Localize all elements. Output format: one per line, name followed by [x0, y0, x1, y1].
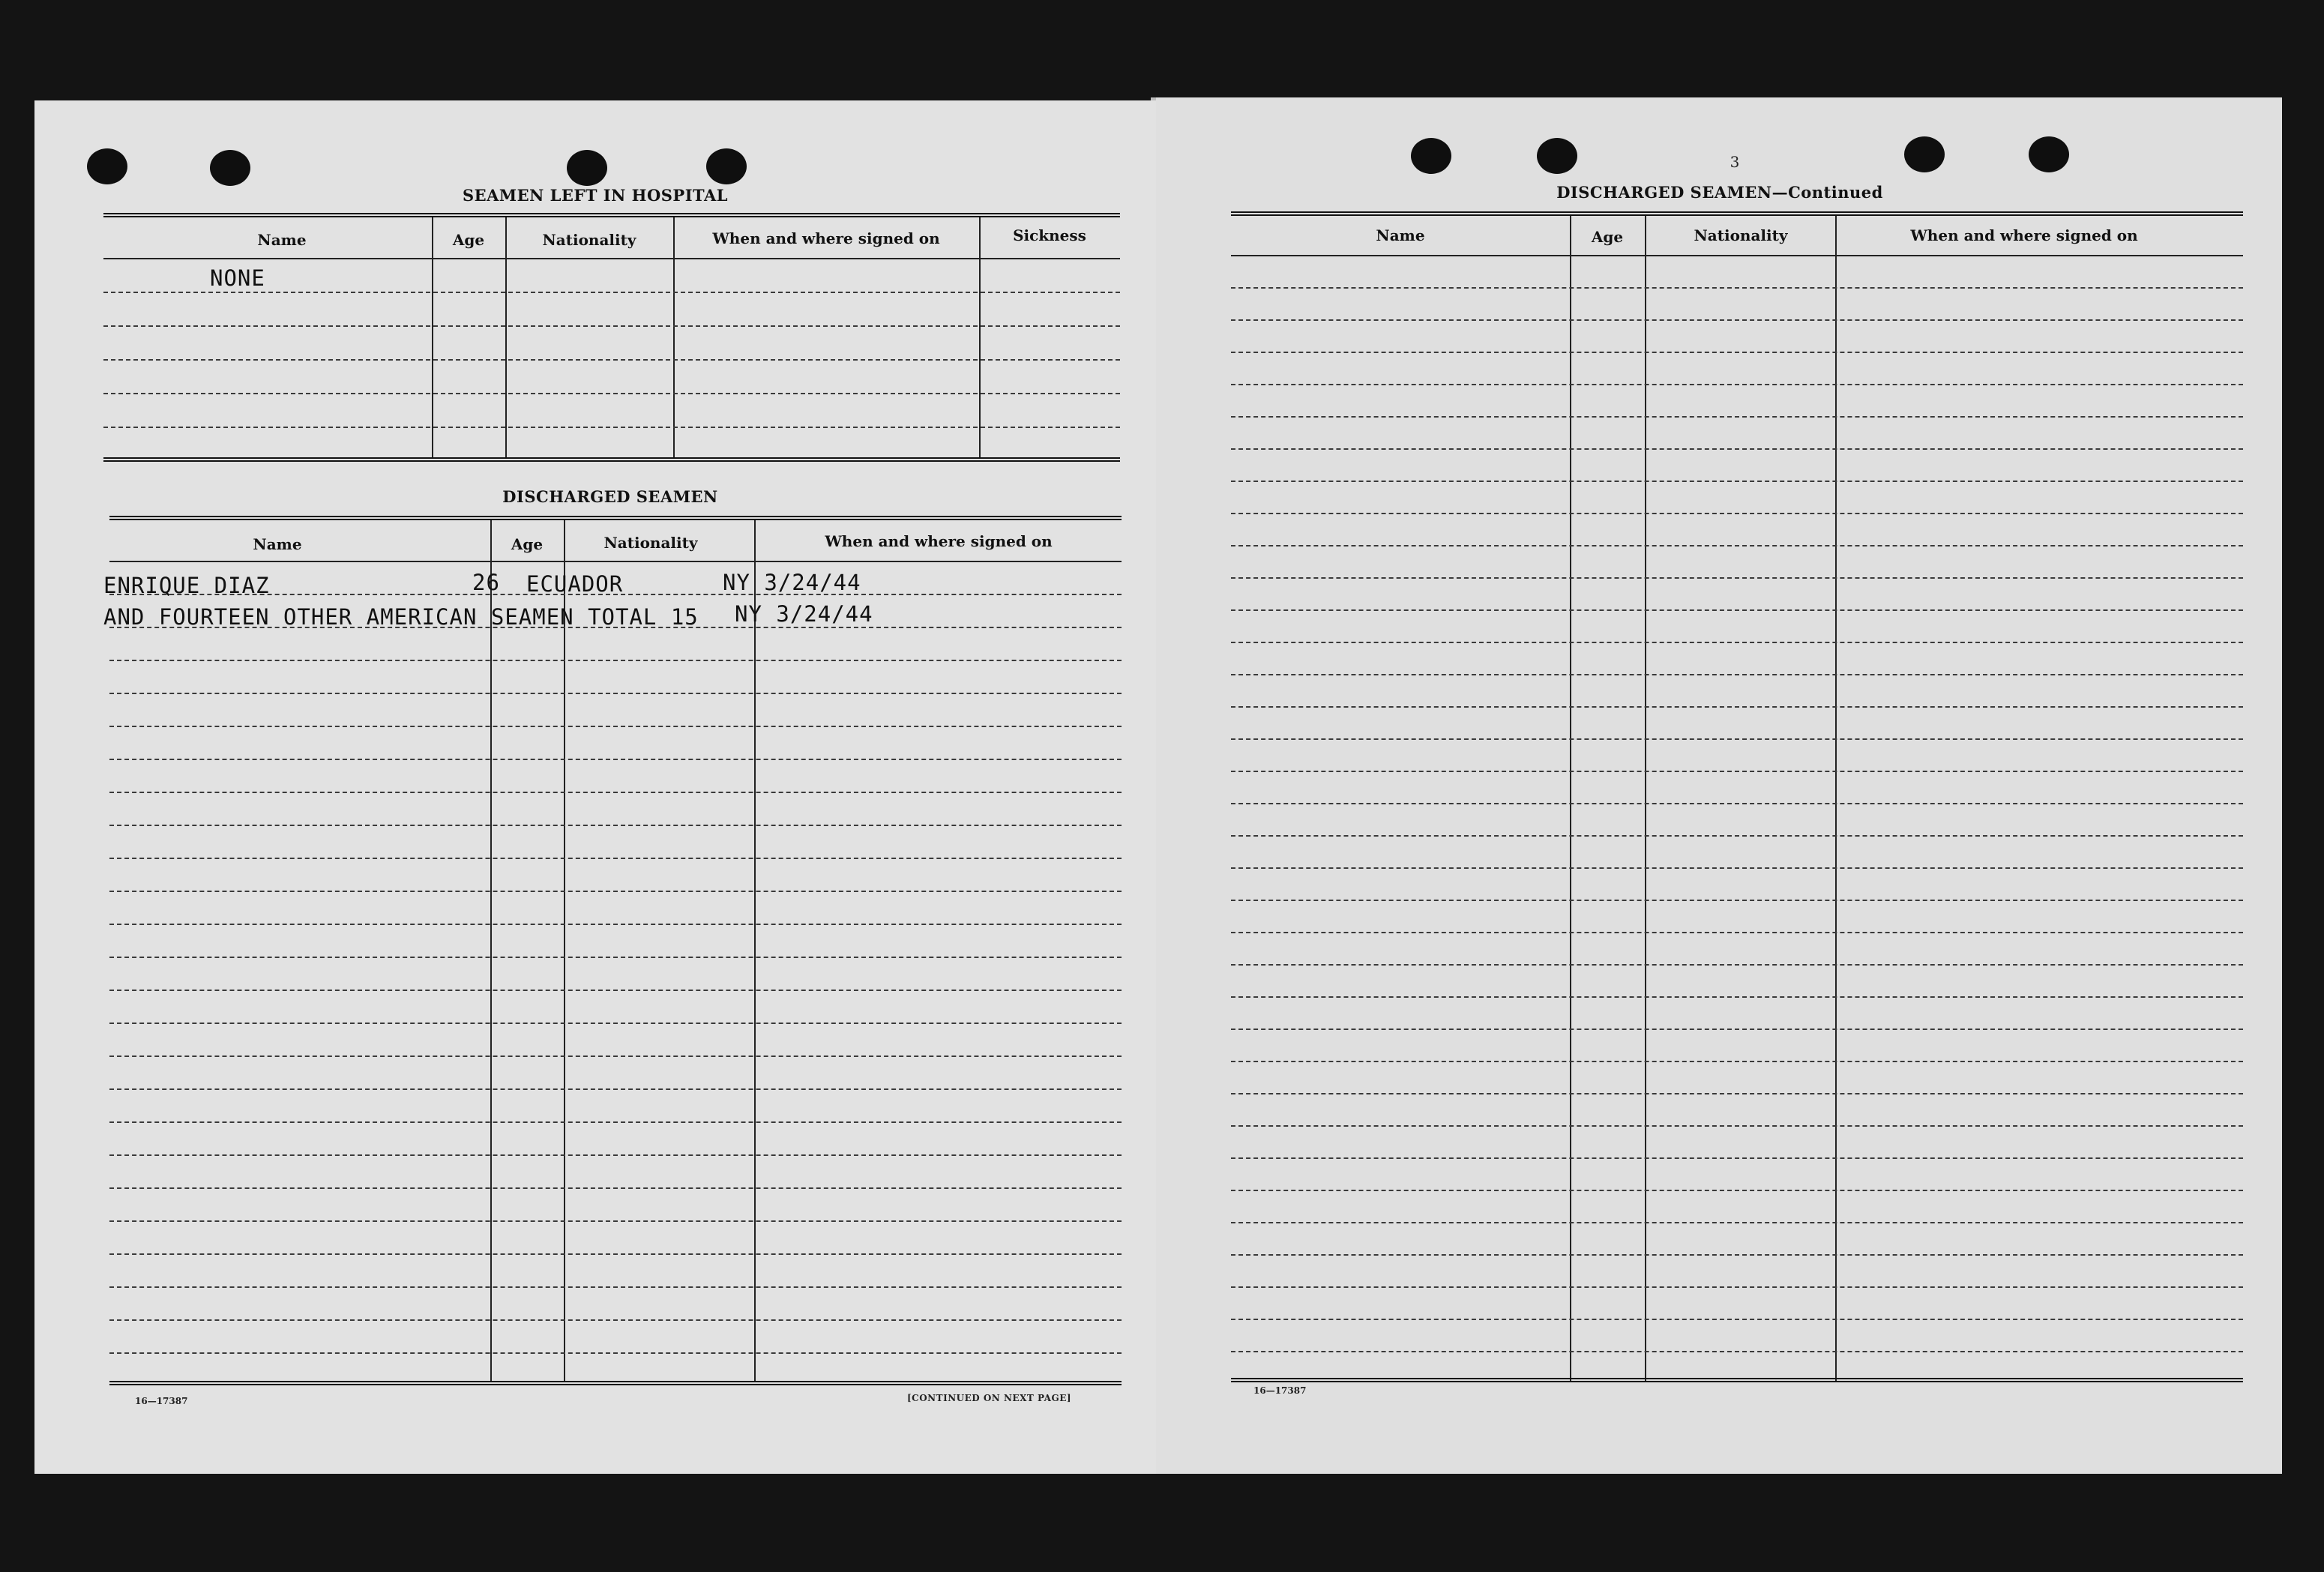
row-line: [1231, 545, 2243, 546]
row-line: [1231, 771, 2243, 772]
table-top-rule: [109, 516, 1122, 520]
row-line: [109, 759, 1122, 760]
row-line: [1231, 1061, 2243, 1062]
row-line: [1231, 1286, 2243, 1288]
row-line: [1231, 1254, 2243, 1256]
punch-hole: [1411, 138, 1451, 174]
header-rule: [103, 258, 1120, 259]
header-rule: [109, 561, 1122, 562]
left-page: [34, 100, 1161, 1474]
row-line: [109, 1154, 1122, 1156]
seaman-name: ENRIQUE DIAZ: [103, 573, 270, 598]
row-line: [103, 292, 1120, 293]
table-bottom-rule: [109, 1381, 1122, 1385]
col-header-signed-on: When and where signed on: [712, 229, 940, 247]
row-line: [1231, 900, 2243, 901]
row-line: [1231, 932, 2243, 933]
col-header-signed-on: When and where signed on: [825, 532, 1053, 550]
row-line: [1231, 706, 2243, 708]
continued-section-title: DISCHARGED SEAMEN—Continued: [1556, 183, 1883, 202]
row-line: [109, 1187, 1122, 1189]
row-line: [1231, 1190, 2243, 1191]
seaman-signed-on: NY 3/24/44: [723, 570, 861, 595]
row-line: [103, 325, 1120, 327]
col-header-name: Name: [257, 231, 307, 249]
form-number: 16—17387: [135, 1396, 188, 1406]
punch-hole: [2029, 136, 2069, 172]
row-line: [1231, 738, 2243, 740]
col-header-nationality: Nationality: [1694, 226, 1788, 244]
row-line: [109, 1352, 1122, 1354]
column-divider: [979, 217, 981, 459]
row-line: [1231, 867, 2243, 869]
row-line: [1231, 1157, 2243, 1159]
row-line: [109, 1220, 1122, 1222]
row-line: [109, 660, 1122, 661]
column-divider: [1645, 216, 1646, 1381]
row-line: [109, 858, 1122, 859]
col-header-nationality: Nationality: [542, 231, 636, 249]
row-line: [1231, 1029, 2243, 1030]
row-line: [109, 1319, 1122, 1321]
right-page: [1156, 97, 2282, 1474]
row-line: [109, 1253, 1122, 1255]
seaman-signed-on: NY 3/24/44: [735, 601, 873, 627]
col-header-age: Age: [511, 535, 544, 553]
hospital-entry: NONE: [210, 265, 265, 291]
punch-hole: [567, 150, 607, 186]
row-line: [1231, 1093, 2243, 1094]
row-line: [109, 1088, 1122, 1090]
row-line: [1231, 1125, 2243, 1127]
row-line: [103, 427, 1120, 428]
row-line: [1231, 803, 2243, 804]
row-line: [1231, 481, 2243, 482]
col-header-sickness: Sickness: [1013, 226, 1086, 244]
col-header-signed-on: When and where signed on: [1910, 226, 2138, 244]
punch-hole: [706, 148, 747, 184]
row-line: [1231, 642, 2243, 643]
page-number: 3: [1730, 153, 1740, 171]
row-line: [1231, 1222, 2243, 1223]
header-rule: [1231, 255, 2243, 256]
col-header-age: Age: [452, 231, 485, 249]
row-line: [1231, 996, 2243, 998]
col-header-name: Name: [253, 535, 302, 553]
row-line: [1231, 319, 2243, 321]
row-line: [1231, 384, 2243, 385]
table-top-rule: [1231, 211, 2243, 216]
seaman-name: AND FOURTEEN OTHER AMERICAN SEAMEN TOTAL 15: [103, 604, 699, 630]
table-top-rule: [103, 213, 1120, 217]
punch-hole: [210, 150, 250, 186]
hospital-section-title: SEAMEN LEFT IN HOSPITAL: [462, 186, 729, 205]
row-line: [1231, 609, 2243, 611]
discharged-section-title: DISCHARGED SEAMEN: [502, 487, 718, 506]
row-line: [103, 359, 1120, 361]
row-line: [1231, 964, 2243, 966]
row-line: [109, 1055, 1122, 1057]
discharged-continued-table: [1231, 211, 2243, 1480]
row-line: [1231, 577, 2243, 579]
row-line: [1231, 674, 2243, 675]
col-header-name: Name: [1376, 226, 1425, 244]
form-number: 16—17387: [1253, 1385, 1307, 1396]
column-divider: [673, 217, 675, 459]
punch-hole: [1537, 138, 1577, 174]
discharged-table: [109, 516, 1122, 1385]
row-line: [103, 393, 1120, 394]
row-line: [109, 792, 1122, 793]
row-line: [1231, 416, 2243, 418]
seaman-age: 26: [472, 570, 500, 595]
row-line: [1231, 448, 2243, 450]
row-line: [109, 825, 1122, 826]
row-line: [109, 1121, 1122, 1123]
row-line: [109, 1286, 1122, 1288]
punch-hole: [87, 148, 127, 184]
column-divider: [505, 217, 507, 459]
row-line: [1231, 513, 2243, 514]
row-line: [1231, 835, 2243, 837]
column-divider: [432, 217, 433, 459]
col-header-age: Age: [1591, 228, 1624, 246]
table-bottom-rule: [103, 457, 1120, 462]
row-line: [109, 957, 1122, 958]
column-divider: [1835, 216, 1837, 1381]
row-line: [109, 726, 1122, 727]
continued-note: [CONTINUED ON NEXT PAGE]: [907, 1393, 1072, 1403]
row-line: [109, 693, 1122, 694]
row-line: [109, 924, 1122, 925]
column-divider: [1570, 216, 1571, 1381]
seaman-nationality: ECUADOR: [526, 571, 624, 597]
row-line: [1231, 1319, 2243, 1320]
punch-hole: [1904, 136, 1945, 172]
row-line: [109, 1023, 1122, 1024]
row-line: [1231, 352, 2243, 353]
row-line: [1231, 1351, 2243, 1352]
row-line: [109, 990, 1122, 991]
table-bottom-rule: [1231, 1378, 2243, 1382]
row-line: [109, 891, 1122, 892]
hospital-table: [103, 213, 1120, 468]
col-header-nationality: Nationality: [603, 534, 698, 552]
row-line: [1231, 287, 2243, 289]
